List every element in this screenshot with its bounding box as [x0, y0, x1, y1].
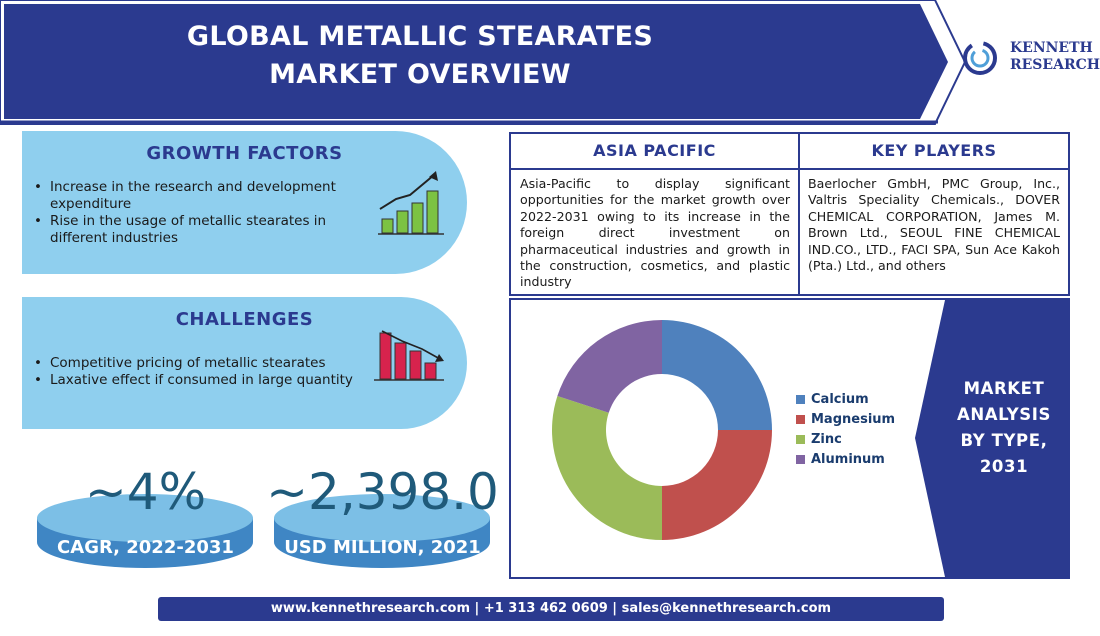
- key-players-title: KEY PLAYERS: [871, 141, 997, 160]
- title-line-1: GLOBAL METALLIC STEARATES: [186, 21, 654, 52]
- ma-line-3: BY TYPE,: [960, 431, 1048, 450]
- legend-item-zinc: [796, 429, 895, 449]
- key-players-text: Baerlocher GmbH, PMC Group, Inc., Valtris Speciality Chemicals., DOVER CHEMICAL CORPORATION, James M. Brown Ltd., SEOUL FINE CHEMICAL IND.CO., LTD., FACI SPA, Sun Ace Kakoh (Pta.) Ltd., and others: [808, 176, 1060, 274]
- growth-bullet: • Increase in the research and development expenditure: [30, 179, 368, 213]
- ma-line-2: ANALYSIS: [957, 405, 1051, 424]
- key-players-header: [798, 132, 1070, 170]
- type-donut-chart: [540, 310, 790, 560]
- challenges-title: CHALLENGES: [175, 309, 314, 330]
- footer-contact-bar: [158, 597, 944, 621]
- legend-item-calcium: [796, 389, 895, 409]
- legend-swatch: [796, 395, 805, 404]
- donut-slice-aluminum: [557, 320, 662, 413]
- challenges-panel: [22, 297, 467, 429]
- key-players-box: [798, 168, 1070, 296]
- donut-slice-zinc: [552, 396, 662, 540]
- legend-label: Aluminum: [811, 451, 885, 467]
- page-title: [110, 18, 730, 94]
- cagr-label: CAGR, 2022-2031: [57, 537, 234, 558]
- title-line-2: MARKET OVERVIEW: [269, 59, 571, 90]
- market-analysis-label: [940, 376, 1068, 480]
- cagr-value: ~4%: [84, 463, 207, 521]
- decline-chart-icon: [372, 329, 448, 385]
- legend-label: Zinc: [811, 431, 842, 447]
- donut-slice-magnesium: [662, 430, 772, 540]
- asia-pacific-text: Asia-Pacific to display significant opportunities for the market growth over 2022-2031 owing to its increase in the foreign direct investment on pharmaceutical industries and growth in the construction, cosmetics, and plastic industry: [520, 176, 790, 290]
- market-size-label: USD MILLION, 2021: [284, 537, 481, 558]
- growth-factors-list: [30, 179, 368, 247]
- asia-pacific-header: [509, 132, 800, 170]
- legend-swatch: [796, 415, 805, 424]
- asia-pacific-title: ASIA PACIFIC: [593, 141, 716, 160]
- asia-pacific-box: [509, 168, 800, 296]
- logo-line-2: RESEARCH: [1010, 57, 1100, 73]
- logo-text: [1010, 40, 1100, 74]
- market-size-value: ~2,398.0: [266, 463, 499, 521]
- kenneth-logo-icon: [962, 40, 1000, 76]
- growth-bullet: • Rise in the usage of metallic stearates in different industries: [30, 213, 368, 247]
- growth-factors-panel: [22, 131, 467, 274]
- ma-line-1: MARKET: [963, 379, 1045, 398]
- chart-legend: [796, 389, 895, 469]
- challenge-bullet: • Laxative effect if consumed in large quantity: [30, 372, 370, 389]
- legend-item-magnesium: [796, 409, 895, 429]
- legend-label: Magnesium: [811, 411, 896, 427]
- legend-label: Calcium: [811, 391, 869, 407]
- donut-slice-calcium: [662, 320, 772, 430]
- growth-factors-title: GROWTH FACTORS: [146, 143, 343, 164]
- legend-item-aluminum: [796, 449, 895, 469]
- ma-line-4: 2031: [979, 457, 1029, 476]
- growth-chart-icon: [374, 169, 446, 241]
- challenges-list: [30, 355, 370, 389]
- footer-contact-text: www.kennethresearch.com | +1 313 462 0609 | sales@kennethresearch.com: [270, 601, 832, 616]
- challenge-bullet: • Competitive pricing of metallic stearates: [30, 355, 370, 372]
- legend-swatch: [796, 455, 805, 464]
- logo-line-1: KENNETH: [1010, 40, 1093, 56]
- legend-swatch: [796, 435, 805, 444]
